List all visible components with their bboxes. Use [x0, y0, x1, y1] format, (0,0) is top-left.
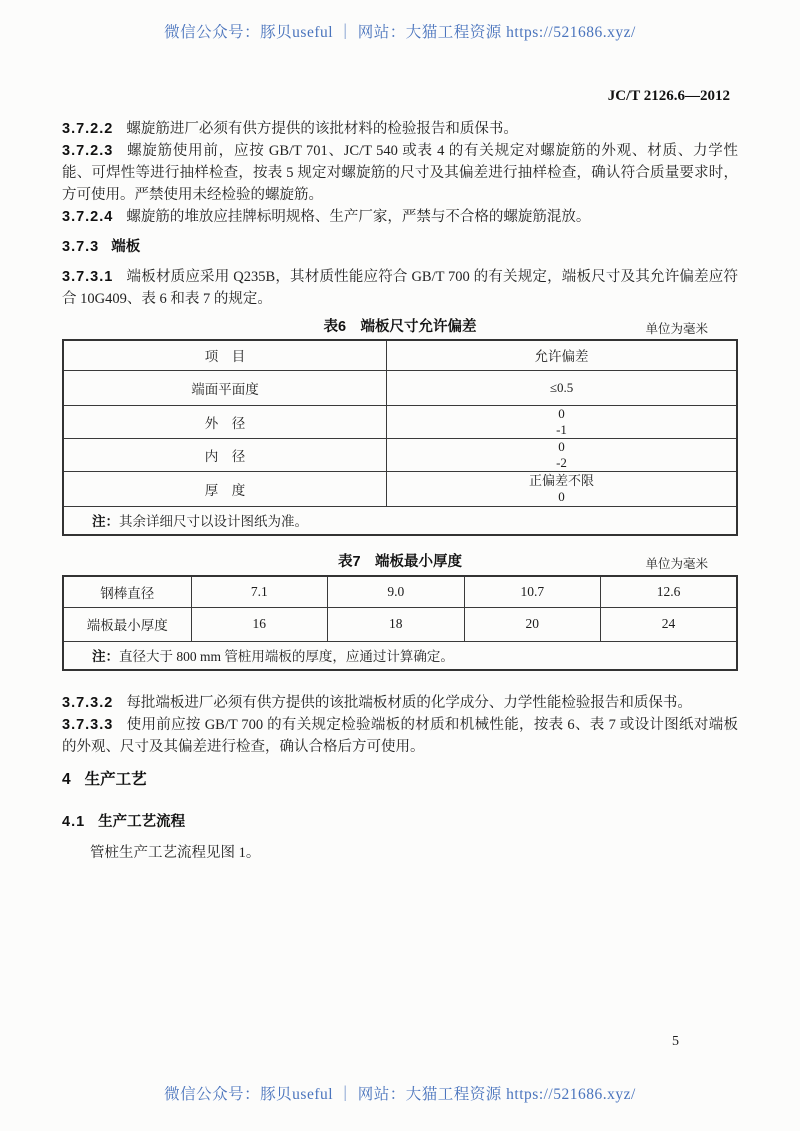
table7-cell: 7.1 [191, 576, 327, 607]
doc-number: JC/T 2126.6—2012 [607, 88, 730, 104]
table7-thickness-row [63, 607, 737, 641]
heading-4-1 [62, 812, 738, 832]
table7 [62, 575, 738, 671]
dev-line2: 0 [558, 488, 565, 504]
table7-caption: 表7 端板最小厚度 [337, 554, 463, 570]
table6-caption-row [62, 315, 738, 337]
table7-note-row [63, 641, 737, 670]
table6-unit-label: 单位为毫米 [645, 322, 708, 336]
heading-title: 生产工艺流程 [98, 814, 186, 830]
clause-3-7-2-3 [62, 140, 738, 206]
table7-cell: 18 [328, 607, 464, 641]
clause-number: 3.7.2.3 [62, 143, 114, 159]
table7-cell: 12.6 [601, 576, 738, 607]
table7-diameter-row [63, 576, 737, 607]
table-row [63, 370, 737, 405]
heading-number: 4.1 [62, 814, 86, 830]
clause-text: 螺旋筋进厂必须有供方提供的该批材料的检验报告和质保书。 [126, 121, 518, 137]
clause-3-7-2-2 [62, 118, 738, 140]
watermark-top: 微信公众号：豚贝useful ｜ 网站：大猫工程资源 https://521686.xyz/ [164, 24, 636, 41]
table7-cell: 20 [464, 607, 600, 641]
clause-3-7-3-2 [62, 692, 738, 714]
note-label: 注： [92, 514, 119, 530]
table7-cell: 10.7 [464, 576, 600, 607]
table6-item-flatness: 端面平面度 [63, 370, 387, 405]
dev-line1: 0 [558, 439, 565, 454]
page-number: 5 [672, 1034, 679, 1049]
table6-header-item: 项 目 [63, 340, 387, 370]
watermark-bottom: 微信公众号：豚贝useful ｜ 网站：大猫工程资源 https://521686.xyz/ [164, 1086, 636, 1103]
heading-title: 端板 [111, 239, 141, 255]
note-label: 注： [92, 649, 119, 665]
dev-line1: ≤0.5 [549, 379, 574, 395]
clause-text: 每批端板进厂必须有供方提供的该批端板材质的化学成分、力学性能检验报告和质保书。 [126, 695, 692, 711]
heading-4 [62, 770, 738, 790]
dev-line2: -2 [556, 454, 567, 470]
table6-dev-thickness [387, 471, 737, 506]
table7-note [63, 641, 737, 670]
table7-cell: 16 [191, 607, 327, 641]
table6-header-row [63, 340, 737, 370]
table6-note-row [63, 506, 737, 535]
heading-number: 3.7.3 [62, 239, 100, 255]
table-row [63, 471, 737, 506]
dev-line2: -1 [556, 421, 567, 437]
table-row [63, 438, 737, 471]
table7-unit-label: 单位为毫米 [645, 557, 708, 571]
table6-header-deviation: 允许偏差 [387, 340, 737, 370]
clause-text: 使用前应按 GB/T 700 的有关规定检验端板的材质和机械性能，按表 6、表 7 或设计图纸对端板的外观、尺寸及其偏差进行检查，确认合格后方可使用。 [62, 717, 738, 755]
clause-text: 螺旋筋使用前，应按 GB/T 701、JC/T 540 或表 4 的有关规定对螺旋筋的外观、材质、力学性能、可焊性等进行抽样检查，按表 5 规定对螺旋筋的尺寸及其偏差进行抽样检查，确认符合质量要求时，方可使用。严禁使用未经检验的螺旋筋。 [62, 143, 738, 203]
table6-dev-outer-diameter [387, 405, 737, 438]
table6-item-thickness: 厚 度 [63, 471, 387, 506]
clause-3-7-3-1 [62, 266, 738, 310]
table7-row-label: 钢棒直径 [63, 576, 191, 607]
clause-number: 3.7.2.2 [62, 121, 114, 137]
clause-3-7-2-4 [62, 206, 738, 228]
clause-text: 端板材质应采用 Q235B，其材质性能应符合 GB/T 700 的有关规定，端板尺寸及其允许偏差应符合 10G409、表 6 和表 7 的规定。 [62, 269, 738, 307]
note-text: 其余详细尺寸以设计图纸为准。 [119, 514, 308, 530]
heading-title: 生产工艺 [84, 771, 147, 788]
heading-3-7-3 [62, 237, 738, 257]
table-row [63, 405, 737, 438]
paragraph-4-1-body: 管桩生产工艺流程见图 1。 [90, 845, 261, 861]
note-text: 直径大于 800 mm 管桩用端板的厚度，应通过计算确定。 [119, 649, 454, 665]
clause-text: 螺旋筋的堆放应挂牌标明规格、生产厂家，严禁与不合格的螺旋筋混放。 [126, 209, 591, 225]
table6-note [63, 506, 737, 535]
clause-3-7-3-3 [62, 714, 738, 758]
table6-dev-flatness [387, 370, 737, 405]
clause-number: 3.7.3.2 [62, 695, 114, 711]
clause-number: 3.7.2.4 [62, 209, 114, 225]
table6-dev-inner-diameter [387, 438, 737, 471]
dev-line1: 正偏差不限 [529, 473, 595, 488]
clause-number: 3.7.3.1 [62, 269, 114, 285]
clause-number: 3.7.3.3 [62, 717, 114, 733]
table7-row-label: 端板最小厚度 [63, 607, 191, 641]
table6 [62, 339, 738, 536]
table7-caption-row [62, 550, 738, 572]
table7-cell: 24 [601, 607, 738, 641]
table6-item-outer-diameter: 外 径 [63, 405, 387, 438]
dev-line1: 0 [558, 406, 565, 421]
table6-item-inner-diameter: 内 径 [63, 438, 387, 471]
heading-number: 4 [62, 771, 72, 788]
table6-caption: 表6 端板尺寸允许偏差 [323, 319, 477, 335]
table7-cell: 9.0 [328, 576, 464, 607]
